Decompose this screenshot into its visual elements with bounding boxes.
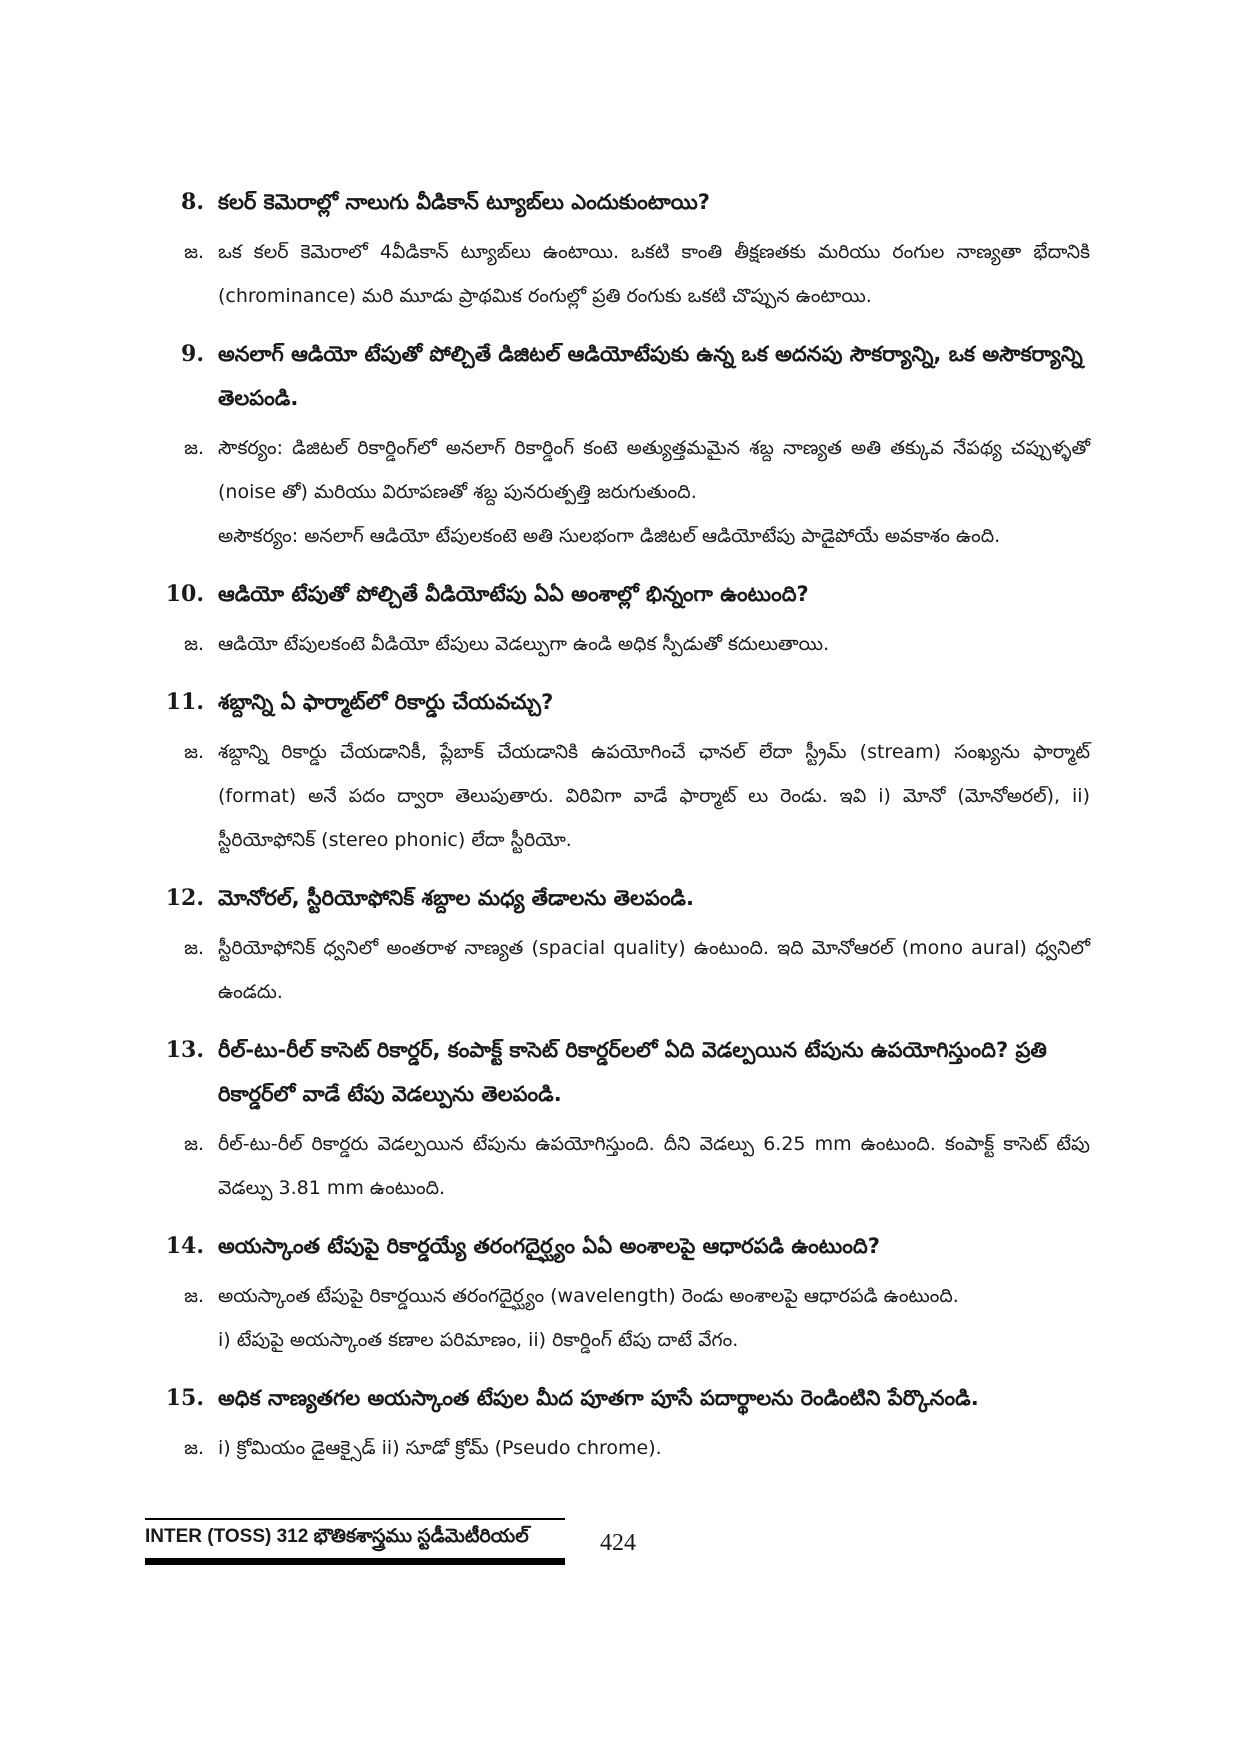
- qa-block-11: [160, 680, 1090, 862]
- question-text: అధిక నాణ్యతగల అయస్కాంత టేపుల మీద పూతగా పూసే పదార్థాలను రెండింటిని పేర్కొనండి.: [218, 1386, 979, 1410]
- qa-block-10: [160, 572, 1090, 666]
- answer-marker: జ.: [184, 1285, 204, 1307]
- answer-text: అయస్కాంత టేపుపై రికార్డయిన తరంగదైర్ఘ్యం (wavelength) రెండు అంశాలపై ఆధారపడి ఉంటుంది.: [218, 1285, 959, 1307]
- answer-marker: జ.: [184, 1437, 204, 1459]
- question: [160, 1224, 1090, 1268]
- answer-continuation: i) టేపుపై అయస్కాంత కణాల పరిమాణం, ii) రికార్డింగ్ టేపు దాటే వేగం.: [218, 1329, 739, 1351]
- answer: [160, 1274, 1090, 1318]
- answer-marker: జ.: [184, 437, 204, 459]
- footer-title: INTER (TOSS) 312 భౌతికశాస్త్రము స్టడీమెటీరియల్: [145, 1518, 565, 1552]
- question: [160, 1028, 1090, 1116]
- question-text: శబ్దాన్ని ఏ ఫార్మాట్‌లో రికార్డు చేయవచ్చు?: [218, 690, 554, 714]
- answer-marker: జ.: [184, 741, 204, 763]
- question-text: అనలాగ్ ఆడియో టేపుతో పోల్చితే డిజిటల్ ఆడియోటేపుకు ఉన్న ఒక అదనపు సౌకర్యాన్ని, ఒక అసౌకర్యాన్ని తెలపండి.: [218, 342, 1083, 410]
- footer-rule: [145, 1558, 565, 1565]
- qa-block-8: [160, 180, 1090, 318]
- page-number: 424: [600, 1530, 636, 1556]
- question-number: 8.: [181, 189, 204, 215]
- answer-text: రీల్-టు-రీల్ రికార్డరు వెడల్పయిన టేపును ఉపయోగిస్తుంది. దీని వెడల్పు 6.25 mm ఉంటుంది. కంపాక్ట్ కాసెట్ టేపు వెడల్పు 3.81 mm ఉంటుంది.: [218, 1133, 1090, 1199]
- answer-marker: జ.: [184, 1133, 204, 1155]
- question: [160, 876, 1090, 920]
- question-text: అయస్కాంత టేపుపై రికార్డయ్యే తరంగదైర్ఘ్యం ఏఏ అంశాలపై ఆధారపడి ఉంటుంది?: [218, 1234, 880, 1258]
- answer-continuation: అసౌకర్యం: అనలాగ్ ఆడియో టేపులకంటె అతి సులభంగా డిజిటల్ ఆడియోటేపు పాడైపోయే అవకాశం ఉంది.: [218, 525, 1001, 547]
- question-text: రీల్-టు-రీల్ కాసెట్ రికార్డర్, కంపాక్ట్ కాసెట్ రికార్డర్‌లలో ఏది వెడల్పయిన టేపును ఉపయోగిస్తుంది? ప్రతి రికార్డర్‌లో వాడే టేపు వెడల్పును తెలపండి.: [218, 1038, 1047, 1106]
- question-number: 13.: [165, 1037, 204, 1063]
- answer-text: స్టీరియోఫోనిక్ ధ్వనిలో అంతరాళ నాణ్యత (spacial quality) ఉంటుంది. ఇది మోనోఆరల్ (mono aural) ధ్వనిలో ఉండదు.: [218, 937, 1090, 1003]
- question: [160, 332, 1090, 420]
- question: [160, 180, 1090, 224]
- document-body: [160, 180, 1090, 1484]
- question-number: 12.: [165, 885, 204, 911]
- answer-text: సౌకర్యం: డిజిటల్ రికార్డింగ్‌లో అనలాగ్ రికార్డింగ్ కంటె అత్యుత్తమమైన శబ్ద నాణ్యత అతి తక్కువ నేపథ్య చప్పుళ్ళతో (noise తో) మరియు విరూపణతో శబ్ద పునరుత్పత్తి జరుగుతుంది.: [218, 437, 1090, 503]
- answer-marker: జ.: [184, 633, 204, 655]
- answer: [160, 426, 1090, 514]
- question-number: 9.: [181, 341, 204, 367]
- qa-block-14: [160, 1224, 1090, 1362]
- question-number: 14.: [165, 1233, 204, 1259]
- question: [160, 680, 1090, 724]
- footer: [145, 1518, 565, 1565]
- question-number: 15.: [165, 1385, 204, 1411]
- question: [160, 572, 1090, 616]
- answer-text: శబ్దాన్ని రికార్డు చేయడానికీ, ప్లేబాక్ చేయడానికి ఉపయోగించే ఛానల్ లేదా స్ట్రీమ్ (stream) సంఖ్యను ఫార్మాట్ (format) అనే పదం ద్వారా తెలుపుతారు. విరివిగా వాడే ఫార్మాట్ లు రెండు. ఇవి i) మోనో (మోనోఅరల్), ii) స్టీరియోఫోనిక్ (stereo phonic) లేదా స్టీరియో.: [218, 741, 1090, 851]
- answer-text: i) క్రోమియం డైఆక్సైడ్ ii) సూడో క్రోమ్ (Pseudo chrome).: [218, 1437, 662, 1459]
- qa-block-13: [160, 1028, 1090, 1210]
- answer-text: ఒక కలర్ కెమెరాలో 4వీడికాన్ ట్యూబ్‌లు ఉంటాయి. ఒకటి కాంతి తీక్షణతకు మరియు రంగుల నాణ్యతా భేదానికి (chrominance) మరి మూడు ప్రాథమిక రంగుల్లో ప్రతి రంగుకు ఒకటి చొప్పున ఉంటాయి.: [218, 241, 1090, 307]
- qa-block-12: [160, 876, 1090, 1014]
- answer: [160, 1122, 1090, 1210]
- question-text: ఆడియో టేపుతో పోల్చితే వీడియోటేపు ఏఏ అంశాల్లో భిన్నంగా ఉంటుంది?: [218, 582, 809, 606]
- question-text: కలర్ కెమెరాల్లో నాలుగు వీడికాన్ ట్యూబ్‌లు ఎందుకుంటాయి?: [218, 190, 710, 214]
- answer: [160, 1426, 1090, 1470]
- qa-block-9: [160, 332, 1090, 558]
- question-text: మోనోరల్, స్టీరియోఫోనిక్ శబ్దాల మధ్య తేడాలను తెలపండి.: [218, 886, 694, 910]
- answer: [160, 926, 1090, 1014]
- answer: [160, 230, 1090, 318]
- question-number: 10.: [165, 581, 204, 607]
- answer-marker: జ.: [184, 937, 204, 959]
- answer: [160, 622, 1090, 666]
- question: [160, 1376, 1090, 1420]
- answer: [160, 730, 1090, 862]
- question-number: 11.: [165, 689, 204, 715]
- answer-marker: జ.: [184, 241, 204, 263]
- answer-text: ఆడియో టేపులకంటె వీడియో టేపులు వెడల్పుగా ఉండి అధిక స్పీడుతో కదులుతాయి.: [218, 633, 830, 655]
- qa-block-15: [160, 1376, 1090, 1470]
